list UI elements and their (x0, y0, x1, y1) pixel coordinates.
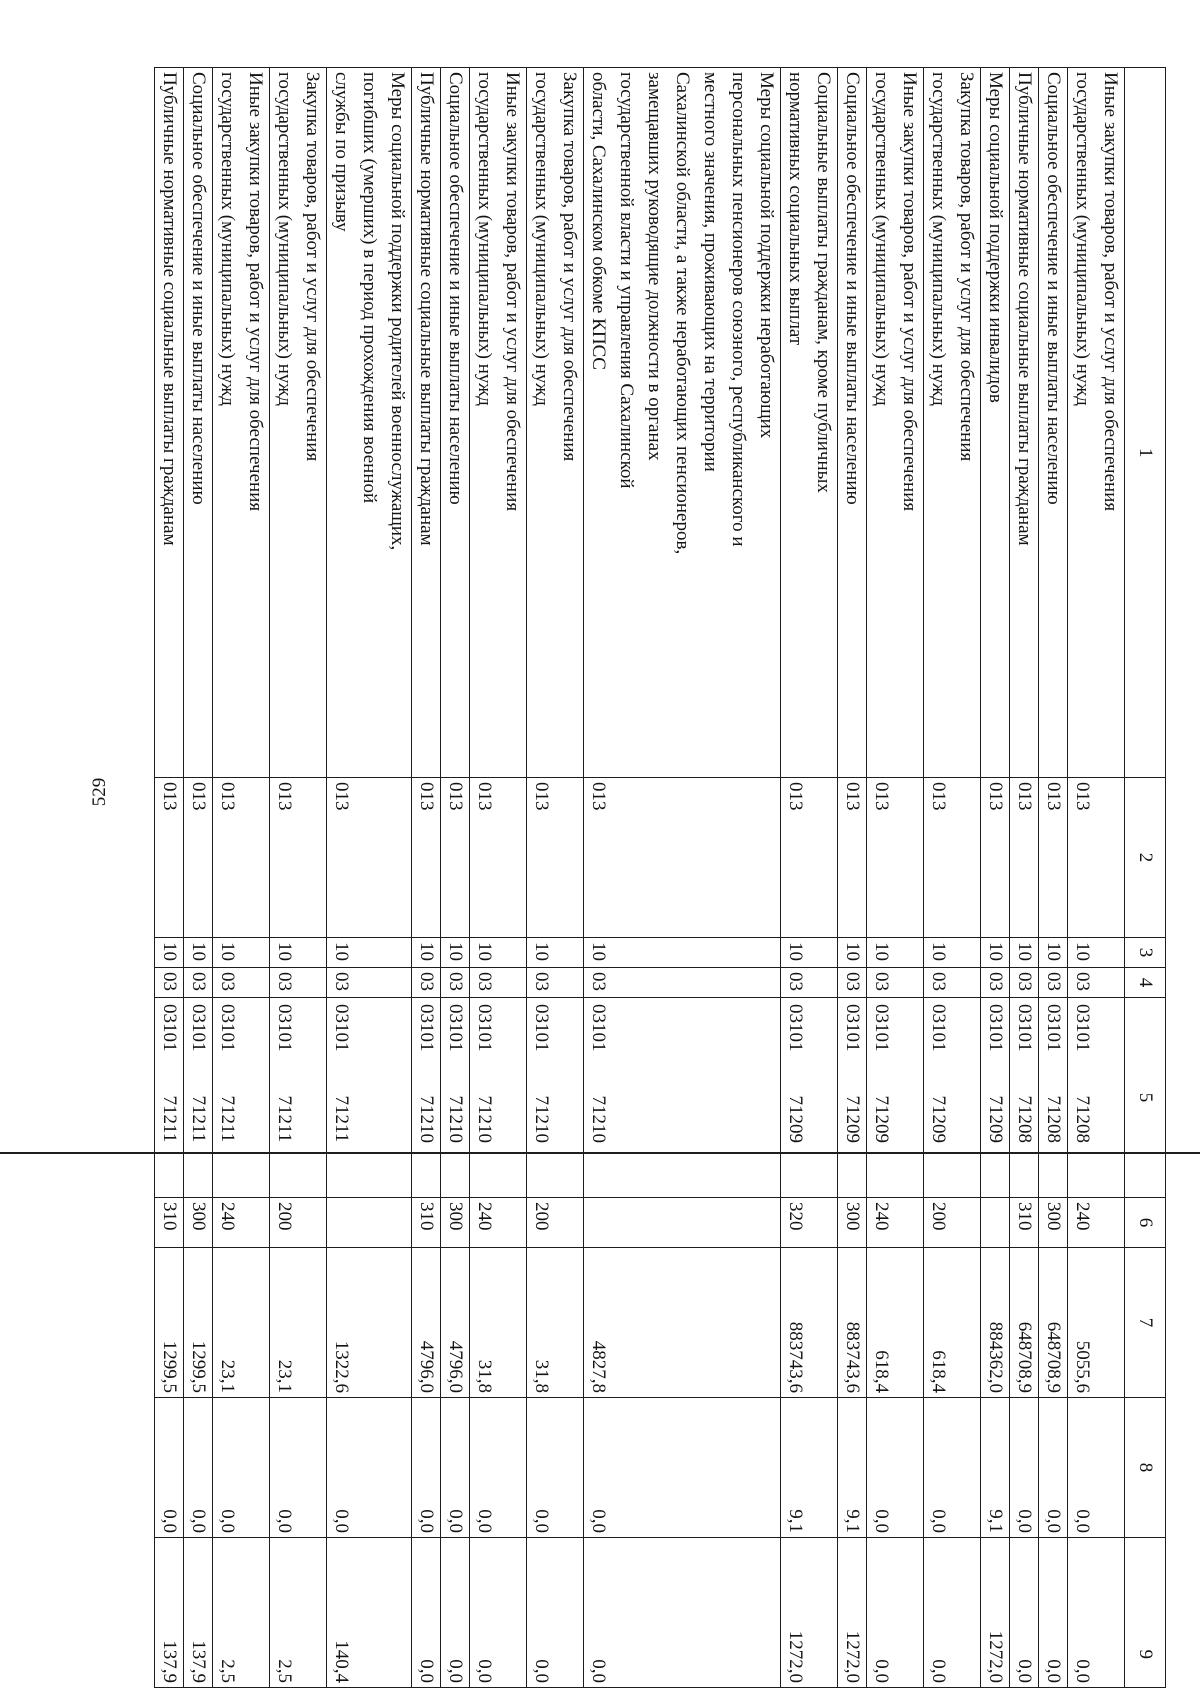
row-subsection: 03 (1068, 968, 1125, 998)
row-name: Социальные выплаты гражданам, кроме публичных нормативных социальных выплат (781, 68, 838, 778)
row-value-7: 648708,9 (1010, 1248, 1039, 1398)
row-section: 10 (584, 938, 781, 968)
row-code: 013 (184, 778, 213, 938)
row-subsection: 03 (1010, 968, 1039, 998)
row-program (867, 998, 924, 1198)
row-section: 10 (527, 938, 584, 968)
row-subsection: 03 (270, 968, 327, 998)
row-program (1010, 998, 1039, 1198)
row-program (470, 998, 527, 1198)
row-program-part-1: 03101 (928, 1004, 949, 1052)
table-row (1039, 68, 1068, 1688)
row-value-7: 883743,6 (838, 1248, 867, 1398)
row-program-part-2: 71208 (1014, 1095, 1035, 1143)
row-value-7: 618,4 (867, 1248, 924, 1398)
row-program-part-2: 71211 (159, 1095, 180, 1143)
row-expense-type: 240 (470, 1198, 527, 1248)
row-value-8: 0,0 (1039, 1398, 1068, 1538)
row-subsection: 03 (781, 968, 838, 998)
row-program-part-1: 03101 (785, 1004, 806, 1052)
table-row (867, 68, 924, 1688)
row-program (155, 998, 184, 1198)
row-name: Иные закупки товаров, работ и услуг для обеспечения государственных (муниципальных) нужд (470, 68, 527, 778)
row-program-part-1: 03101 (871, 1004, 892, 1052)
table-row (270, 68, 327, 1688)
row-program-part-1: 03101 (474, 1004, 495, 1052)
table-header (1125, 68, 1166, 1688)
row-program-part-1: 03101 (445, 1004, 466, 1052)
row-program-part-1: 03101 (985, 1004, 1006, 1052)
row-expense-type: 300 (184, 1198, 213, 1248)
row-program-part-2: 71210 (416, 1095, 437, 1143)
row-subsection: 03 (1039, 968, 1068, 998)
table-row (924, 68, 981, 1688)
row-section: 10 (441, 938, 470, 968)
row-code: 013 (1010, 778, 1039, 938)
row-name: Публичные нормативные социальные выплаты гражданам (1010, 68, 1039, 778)
row-subsection: 03 (327, 968, 412, 998)
row-section: 10 (867, 938, 924, 968)
row-value-8: 0,0 (1010, 1398, 1039, 1538)
row-code: 013 (470, 778, 527, 938)
row-subsection: 03 (470, 968, 527, 998)
row-value-7: 648708,9 (1039, 1248, 1068, 1398)
row-section: 10 (1010, 938, 1039, 968)
row-code: 013 (412, 778, 441, 938)
row-program-part-2: 71209 (785, 1095, 806, 1143)
row-section: 10 (924, 938, 981, 968)
row-expense-type: 300 (1039, 1198, 1068, 1248)
row-name: Меры социальной поддержки родителей военнослужащих, погибших (умерших) в период прохождения военной службы по призыву (327, 68, 412, 778)
row-value-7: 883743,6 (781, 1248, 838, 1398)
row-program-part-1: 03101 (159, 1004, 180, 1052)
row-program (981, 998, 1010, 1198)
row-expense-type: 310 (155, 1198, 184, 1248)
row-program-part-2: 71210 (588, 1095, 609, 1143)
row-name: Иные закупки товаров, работ и услуг для обеспечения государственных (муниципальных) нужд (213, 68, 270, 778)
row-subsection: 03 (527, 968, 584, 998)
row-code: 013 (1068, 778, 1125, 938)
row-expense-type: 240 (213, 1198, 270, 1248)
row-value-7: 884362,0 (981, 1248, 1010, 1398)
row-name: Социальное обеспечение и иные выплаты населению (1039, 68, 1068, 778)
row-value-7: 1299,5 (184, 1248, 213, 1398)
row-program-part-1: 03101 (416, 1004, 437, 1052)
row-value-8: 0,0 (470, 1398, 527, 1538)
row-name: Публичные нормативные социальные выплаты гражданам (155, 68, 184, 778)
row-program-part-1: 03101 (1043, 1004, 1064, 1052)
row-name: Закупка товаров, работ и услуг для обеспечения государственных (муниципальных) нужд (527, 68, 584, 778)
row-value-7: 5055,6 (1068, 1248, 1125, 1398)
row-program-part-2: 71211 (331, 1095, 352, 1143)
row-section: 10 (213, 938, 270, 968)
row-value-8: 9,1 (838, 1398, 867, 1538)
row-value-8: 0,0 (412, 1398, 441, 1538)
row-program-part-2: 71211 (274, 1095, 295, 1143)
row-name: Социальное обеспечение и иные выплаты населению (184, 68, 213, 778)
row-value-8: 0,0 (1068, 1398, 1125, 1538)
row-subsection: 03 (924, 968, 981, 998)
row-name: Меры социальной поддержки неработающих персональных пенсионеров союзного, республиканского и местного значения, проживающих на территории Сахалинской области, а также неработающих пенсионеров, замещавших руководящие должности в органах государственной власти и управления Сахалинской области, Сахалинском обкоме КПСС (584, 68, 781, 778)
row-value-8: 0,0 (184, 1398, 213, 1538)
row-code: 013 (155, 778, 184, 938)
row-value-8: 0,0 (527, 1398, 584, 1538)
header-col-2: 2 (1125, 778, 1166, 938)
row-value-9: 0,0 (412, 1538, 441, 1688)
row-expense-type (981, 1198, 1010, 1248)
row-program (213, 998, 270, 1198)
table-row (781, 68, 838, 1688)
row-value-8: 9,1 (781, 1398, 838, 1538)
row-expense-type: 200 (527, 1198, 584, 1248)
row-subsection: 03 (155, 968, 184, 998)
row-name: Меры социальной поддержки инвалидов (981, 68, 1010, 778)
row-code: 013 (441, 778, 470, 938)
row-program-part-2: 71208 (1043, 1095, 1064, 1143)
row-value-7: 31,8 (527, 1248, 584, 1398)
header-col-7: 7 (1125, 1248, 1166, 1398)
row-program-part-1: 03101 (1014, 1004, 1035, 1052)
row-expense-type: 310 (412, 1198, 441, 1248)
row-value-8: 0,0 (327, 1398, 412, 1538)
table-row (838, 68, 867, 1688)
row-program-part-1: 03101 (274, 1004, 295, 1052)
row-subsection: 03 (838, 968, 867, 998)
row-code: 013 (270, 778, 327, 938)
row-subsection: 03 (184, 968, 213, 998)
row-program-part-2: 71209 (928, 1095, 949, 1143)
row-section: 10 (781, 938, 838, 968)
row-subsection: 03 (584, 968, 781, 998)
header-col-8: 8 (1125, 1398, 1166, 1538)
row-program (1068, 998, 1125, 1198)
row-expense-type: 200 (924, 1198, 981, 1248)
table-row (412, 68, 441, 1688)
row-name: Иные закупки товаров, работ и услуг для обеспечения государственных (муниципальных) нужд (867, 68, 924, 778)
row-program-part-1: 03101 (842, 1004, 863, 1052)
row-program (838, 998, 867, 1198)
row-expense-type: 240 (1068, 1198, 1125, 1248)
row-code: 013 (584, 778, 781, 938)
budget-table (154, 67, 1166, 1688)
row-value-9: 137,9 (155, 1538, 184, 1688)
row-value-7: 31,8 (470, 1248, 527, 1398)
row-subsection: 03 (981, 968, 1010, 998)
row-name: Закупка товаров, работ и услуг для обеспечения государственных (муниципальных) нужд (270, 68, 327, 778)
table-row (470, 68, 527, 1688)
row-code: 013 (527, 778, 584, 938)
row-value-8: 0,0 (155, 1398, 184, 1538)
row-expense-type: 240 (867, 1198, 924, 1248)
row-value-7: 4827,8 (584, 1248, 781, 1398)
row-program (184, 998, 213, 1198)
row-value-7: 1322,6 (327, 1248, 412, 1398)
row-section: 10 (981, 938, 1010, 968)
row-expense-type: 310 (1010, 1198, 1039, 1248)
row-program-part-1: 03101 (188, 1004, 209, 1052)
row-value-9: 1272,0 (981, 1538, 1010, 1688)
row-program (327, 998, 412, 1198)
row-value-9: 0,0 (527, 1538, 584, 1688)
budget-table-rotated (132, 67, 1166, 1687)
row-value-8: 0,0 (924, 1398, 981, 1538)
row-value-7: 23,1 (270, 1248, 327, 1398)
row-program (1039, 998, 1068, 1198)
row-section: 10 (270, 938, 327, 968)
table-row (184, 68, 213, 1688)
table-row (213, 68, 270, 1688)
header-col-3: 3 (1125, 938, 1166, 968)
row-value-7: 1299,5 (155, 1248, 184, 1398)
row-code: 013 (867, 778, 924, 938)
row-program (781, 998, 838, 1198)
row-program-part-2: 71211 (217, 1095, 238, 1143)
row-value-8: 9,1 (981, 1398, 1010, 1538)
row-program-part-1: 03101 (1072, 1004, 1093, 1052)
row-name: Социальное обеспечение и иные выплаты населению (838, 68, 867, 778)
row-value-8: 0,0 (213, 1398, 270, 1538)
row-subsection: 03 (412, 968, 441, 998)
row-name: Социальное обеспечение и иные выплаты населению (441, 68, 470, 778)
row-program-part-2: 71210 (531, 1095, 552, 1143)
row-program-part-2: 71210 (445, 1095, 466, 1143)
table-row (1010, 68, 1039, 1688)
row-expense-type (584, 1198, 781, 1248)
row-section: 10 (327, 938, 412, 968)
row-value-9: 0,0 (470, 1538, 527, 1688)
row-value-8: 0,0 (270, 1398, 327, 1538)
row-value-9: 0,0 (1010, 1538, 1039, 1688)
row-program (924, 998, 981, 1198)
row-subsection: 03 (441, 968, 470, 998)
row-value-9: 0,0 (867, 1538, 924, 1688)
table-row (584, 68, 781, 1688)
row-value-7: 618,4 (924, 1248, 981, 1398)
row-program-part-1: 03101 (531, 1004, 552, 1052)
row-code: 013 (781, 778, 838, 938)
row-program (441, 998, 470, 1198)
table-row (1068, 68, 1125, 1688)
row-value-9: 0,0 (584, 1538, 781, 1688)
row-value-8: 0,0 (441, 1398, 470, 1538)
table-row (527, 68, 584, 1688)
row-program (527, 998, 584, 1198)
row-value-8: 0,0 (584, 1398, 781, 1538)
row-value-9: 0,0 (441, 1538, 470, 1688)
row-program-part-1: 03101 (588, 1004, 609, 1052)
row-code: 013 (981, 778, 1010, 938)
table-row (327, 68, 412, 1688)
row-value-7: 4796,0 (412, 1248, 441, 1398)
row-program-part-1: 03101 (217, 1004, 238, 1052)
page-number: 529 (89, 777, 110, 807)
row-section: 10 (1039, 938, 1068, 968)
row-program (412, 998, 441, 1198)
row-name: Публичные нормативные социальные выплаты гражданам (412, 68, 441, 778)
row-value-9: 0,0 (1068, 1538, 1125, 1688)
row-expense-type: 300 (838, 1198, 867, 1248)
row-value-9: 140,4 (327, 1538, 412, 1688)
row-program (270, 998, 327, 1198)
table-body (155, 68, 1125, 1688)
row-name: Иные закупки товаров, работ и услуг для обеспечения государственных (муниципальных) нужд (1068, 68, 1125, 778)
row-section: 10 (412, 938, 441, 968)
row-section: 10 (1068, 938, 1125, 968)
row-code: 013 (838, 778, 867, 938)
row-program-part-2: 71209 (871, 1095, 892, 1143)
row-program-part-2: 71208 (1072, 1095, 1093, 1143)
header-col-4: 4 (1125, 968, 1166, 998)
row-value-8: 0,0 (867, 1398, 924, 1538)
row-program-part-2: 71209 (985, 1095, 1006, 1143)
row-program (584, 998, 781, 1198)
row-code: 013 (327, 778, 412, 938)
header-col-1: 1 (1125, 68, 1166, 778)
row-value-9: 0,0 (924, 1538, 981, 1688)
row-expense-type: 200 (270, 1198, 327, 1248)
row-subsection: 03 (867, 968, 924, 998)
row-expense-type: 320 (781, 1198, 838, 1248)
row-section: 10 (470, 938, 527, 968)
row-expense-type: 300 (441, 1198, 470, 1248)
row-subsection: 03 (213, 968, 270, 998)
row-program-part-1: 03101 (331, 1004, 352, 1052)
row-program-part-2: 71210 (474, 1095, 495, 1143)
row-value-9: 2,5 (270, 1538, 327, 1688)
row-value-9: 1272,0 (838, 1538, 867, 1688)
row-name: Закупка товаров, работ и услуг для обеспечения государственных (муниципальных) нужд (924, 68, 981, 778)
row-value-9: 137,9 (184, 1538, 213, 1688)
row-value-7: 23,1 (213, 1248, 270, 1398)
row-expense-type (327, 1198, 412, 1248)
table-row (981, 68, 1010, 1688)
header-col-5: 5 (1125, 998, 1166, 1198)
row-code: 013 (924, 778, 981, 938)
header-col-6: 6 (1125, 1198, 1166, 1248)
row-code: 013 (1039, 778, 1068, 938)
header-col-9: 9 (1125, 1538, 1166, 1688)
row-section: 10 (184, 938, 213, 968)
row-section: 10 (155, 938, 184, 968)
row-value-9: 2,5 (213, 1538, 270, 1688)
table-row (155, 68, 184, 1688)
row-code: 013 (213, 778, 270, 938)
row-value-9: 0,0 (1039, 1538, 1068, 1688)
row-value-7: 4796,0 (441, 1248, 470, 1398)
row-program-part-2: 71209 (842, 1095, 863, 1143)
row-program-part-2: 71211 (188, 1095, 209, 1143)
table-row (441, 68, 470, 1688)
row-value-9: 1272,0 (781, 1538, 838, 1688)
row-section: 10 (838, 938, 867, 968)
